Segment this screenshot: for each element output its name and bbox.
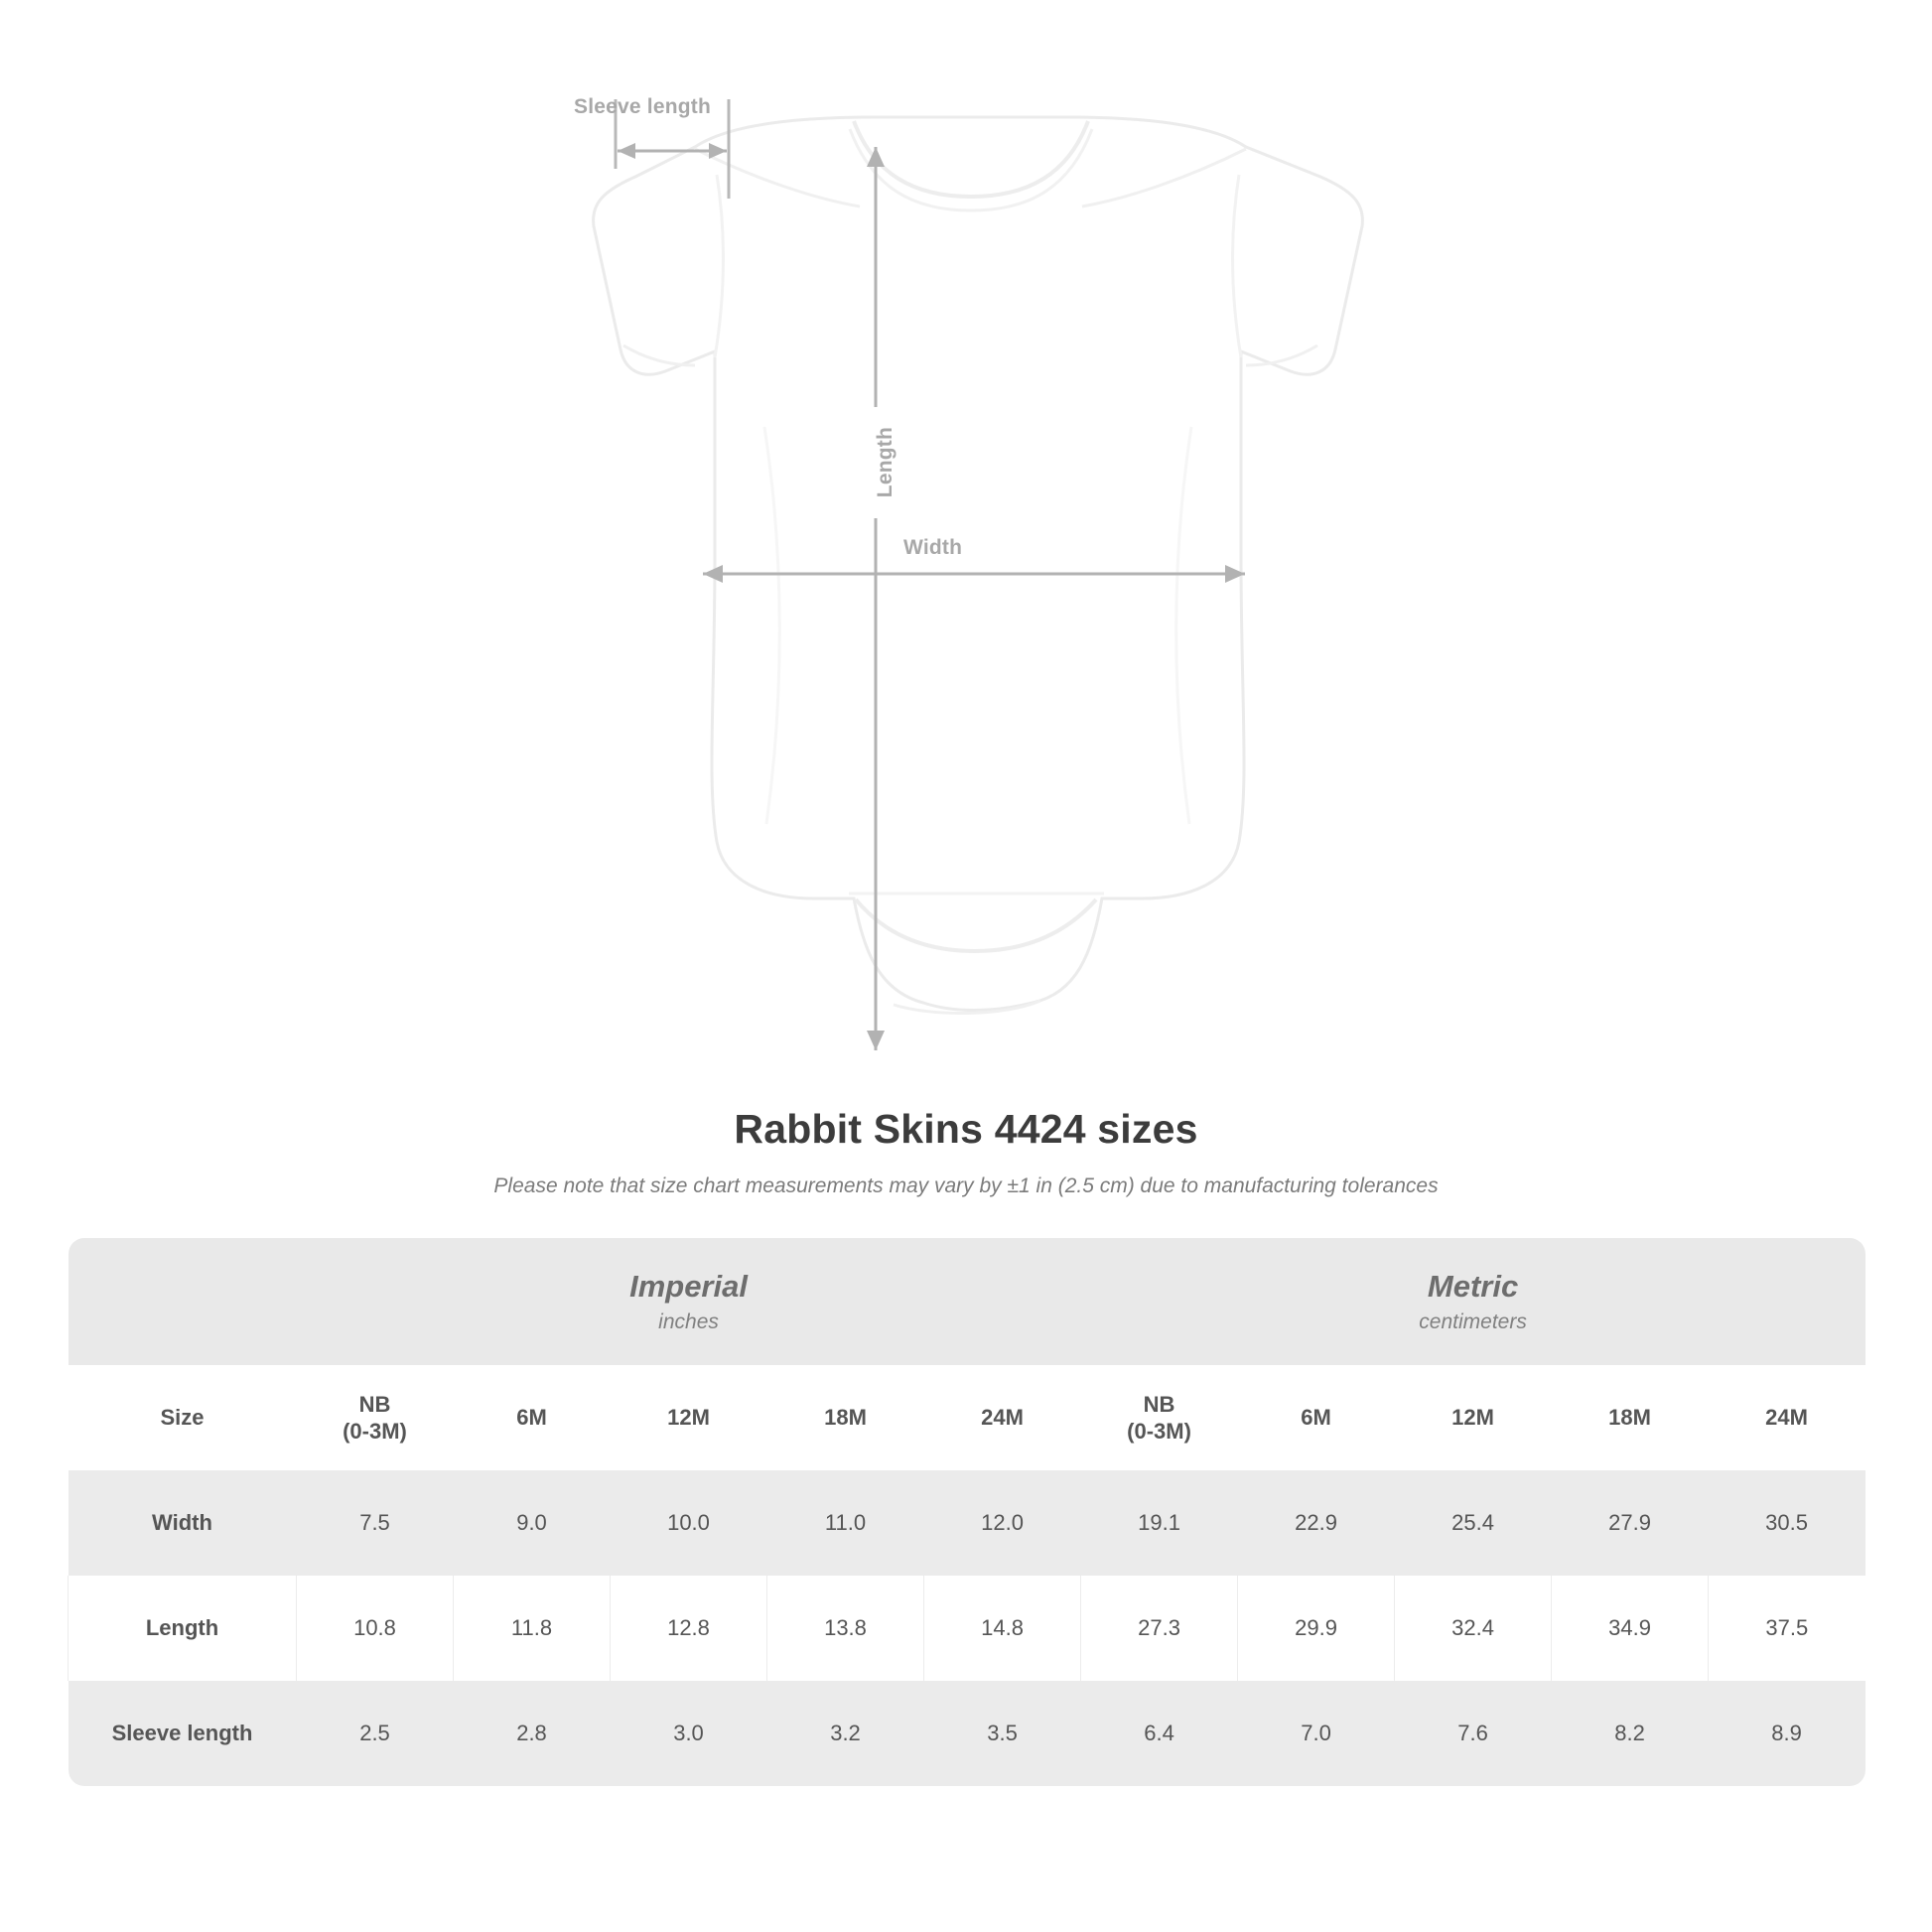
size-header-line2: (0-3M) (343, 1419, 407, 1444)
cell-sleeve-metric-6m: 7.0 (1238, 1681, 1395, 1786)
unit-system-imperial-unit: inches (658, 1310, 719, 1333)
banner-spacer (69, 1238, 297, 1365)
table-row (69, 1681, 1865, 1786)
size-header-line1: 6M (516, 1405, 547, 1431)
size-header-imperial-18m (767, 1365, 924, 1470)
cell-sleeve-imperial-nb: 2.5 (297, 1681, 454, 1786)
cell-sleeve-metric-nb: 6.4 (1081, 1681, 1238, 1786)
table-row (69, 1470, 1865, 1576)
size-header-imperial-24m (924, 1365, 1081, 1470)
cell-length-imperial-nb: 10.8 (297, 1576, 454, 1681)
size-header-metric-nb (1081, 1365, 1238, 1470)
cell-sleeve-metric-24m: 8.9 (1709, 1681, 1865, 1786)
size-header-line1: 18M (1608, 1405, 1651, 1431)
size-header-line1: 12M (1451, 1405, 1494, 1431)
size-header-line2: (0-3M) (1127, 1419, 1191, 1444)
cell-sleeve-metric-12m: 7.6 (1395, 1681, 1552, 1786)
row-label-length: Length (69, 1576, 297, 1681)
unit-system-metric-name: Metric (1427, 1269, 1519, 1305)
cell-sleeve-imperial-6m: 2.8 (454, 1681, 611, 1786)
size-header-imperial-nb (297, 1365, 454, 1470)
size-header-metric-24m (1709, 1365, 1865, 1470)
cell-width-metric-6m: 22.9 (1238, 1470, 1395, 1576)
page-title: Rabbit Skins 4424 sizes (734, 1106, 1198, 1152)
cell-sleeve-imperial-24m: 3.5 (924, 1681, 1081, 1786)
size-header-line1: 24M (981, 1405, 1024, 1431)
size-header-metric-18m (1552, 1365, 1709, 1470)
cell-width-imperial-6m: 9.0 (454, 1470, 611, 1576)
size-header-imperial-6m (454, 1365, 611, 1470)
cell-width-imperial-nb: 7.5 (297, 1470, 454, 1576)
cell-sleeve-imperial-12m: 3.0 (611, 1681, 767, 1786)
length-dimension-label: Length (874, 427, 897, 498)
cell-width-metric-nb: 19.1 (1081, 1470, 1238, 1576)
cell-sleeve-metric-18m: 8.2 (1552, 1681, 1709, 1786)
cell-length-metric-24m: 37.5 (1709, 1576, 1865, 1681)
size-header-row (69, 1365, 1865, 1470)
cell-width-imperial-24m: 12.0 (924, 1470, 1081, 1576)
unit-system-metric (1081, 1238, 1865, 1365)
size-header-line1: NB (1143, 1391, 1175, 1417)
unit-system-imperial-name: Imperial (629, 1269, 748, 1305)
cell-length-metric-12m: 32.4 (1395, 1576, 1552, 1681)
cell-width-imperial-12m: 10.0 (611, 1470, 767, 1576)
unit-system-imperial (297, 1238, 1081, 1365)
cell-length-imperial-18m: 13.8 (767, 1576, 924, 1681)
cell-sleeve-imperial-18m: 3.2 (767, 1681, 924, 1786)
size-column-header: Size (69, 1365, 297, 1470)
cell-length-metric-6m: 29.9 (1238, 1576, 1395, 1681)
cell-length-metric-18m: 34.9 (1552, 1576, 1709, 1681)
row-label-sleeve-length: Sleeve length (69, 1681, 297, 1786)
cell-width-metric-18m: 27.9 (1552, 1470, 1709, 1576)
size-header-line1: 12M (667, 1405, 710, 1431)
tolerance-note: Please note that size chart measurements may vary by ±1 in (2.5 cm) due to manufacturing tolerances (493, 1174, 1439, 1197)
cell-length-metric-nb: 27.3 (1081, 1576, 1238, 1681)
size-table-wrapper (68, 1238, 1864, 1786)
cell-width-imperial-18m: 11.0 (767, 1470, 924, 1576)
size-header-line1: 18M (824, 1405, 867, 1431)
size-header-line1: NB (358, 1391, 391, 1417)
table-row (69, 1576, 1865, 1681)
size-chart-table (68, 1238, 1865, 1786)
unit-system-row (69, 1238, 1865, 1365)
row-label-width: Width (69, 1470, 297, 1576)
cell-width-metric-12m: 25.4 (1395, 1470, 1552, 1576)
width-dimension-label: Width (903, 536, 963, 559)
cell-length-imperial-24m: 14.8 (924, 1576, 1081, 1681)
sleeve-length-dimension-label: Sleeve length (574, 95, 711, 118)
cell-length-imperial-6m: 11.8 (454, 1576, 611, 1681)
unit-system-metric-unit: centimeters (1419, 1310, 1527, 1333)
size-header-line1: 24M (1765, 1405, 1808, 1431)
title-block (0, 1106, 1932, 1198)
cell-width-metric-24m: 30.5 (1709, 1470, 1865, 1576)
size-header-metric-12m (1395, 1365, 1552, 1470)
size-header-metric-6m (1238, 1365, 1395, 1470)
size-header-imperial-12m (611, 1365, 767, 1470)
cell-length-imperial-12m: 12.8 (611, 1576, 767, 1681)
size-header-line1: 6M (1301, 1405, 1331, 1431)
